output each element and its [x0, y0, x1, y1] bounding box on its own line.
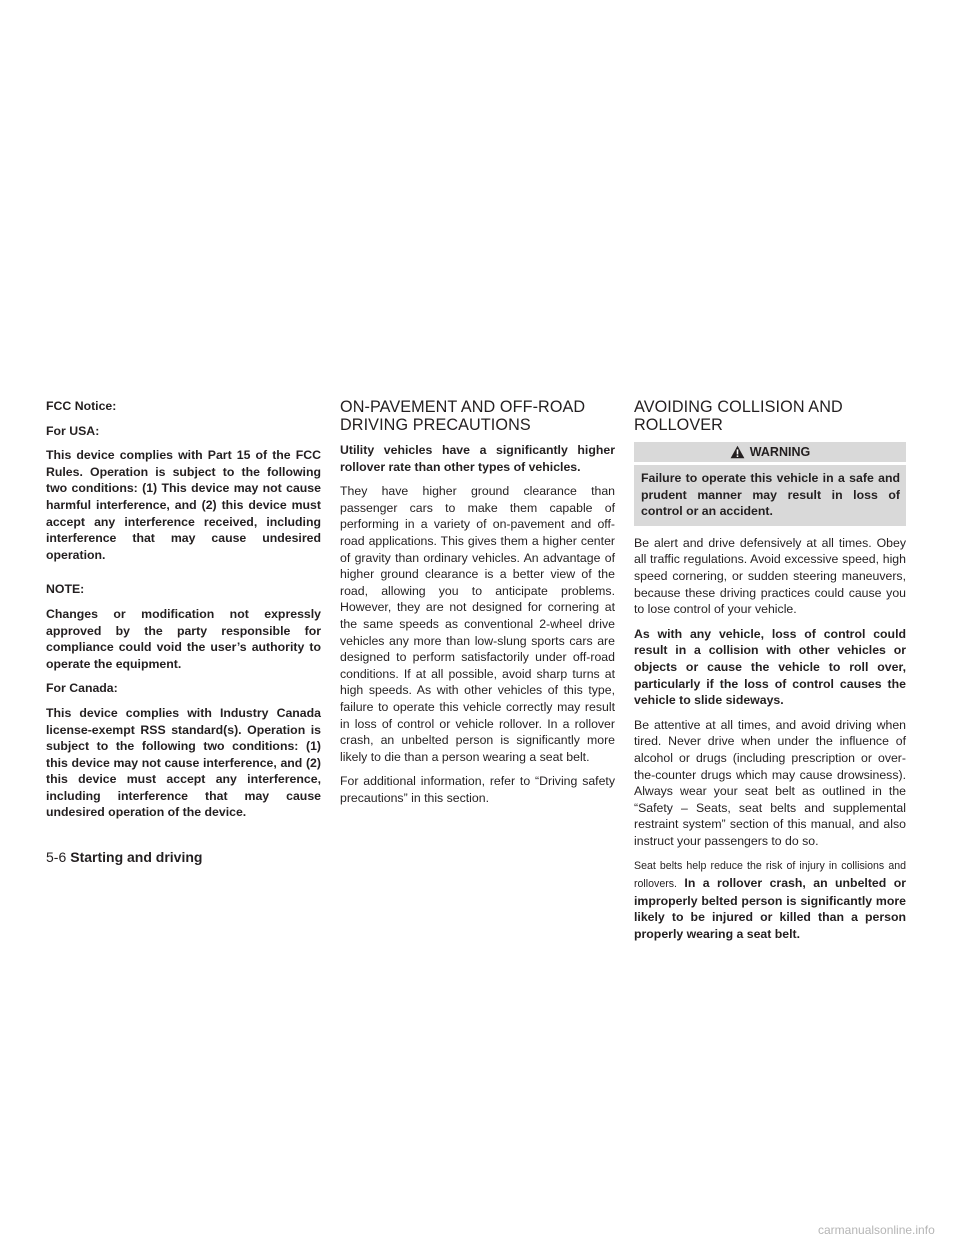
- column-3: [634, 398, 906, 950]
- defensive-driving-text: Be alert and drive defensively at all times. Obey all traffic regulations. Avoid excessive speed, high speed cornering, or sudden steering maneuvers, because these driving practices could cause you to lose control of your vehicle.: [634, 535, 906, 617]
- seat-belt-paragraph: [634, 857, 906, 942]
- section-title-avoiding-collision: [634, 398, 906, 434]
- section-title-driving-precautions: [340, 398, 615, 434]
- warning-body: [634, 465, 906, 526]
- usa-compliance-text: This device complies with Part 15 of the FCC Rules. Operation is subject to the following two conditions: (1) This device may not cause harmful interference, and (2) this device must accept any interference received, including interference that may cause undesired operation.: [46, 448, 321, 562]
- warning-triangle-icon: [730, 445, 745, 459]
- warning-box: [634, 442, 906, 526]
- column-2: [340, 398, 615, 814]
- rollover-seat-belt-warning: In a rollover crash, an unbelted or improperly belted person is significantly more likely to be injured or killed than a person properly wearing a seat belt.: [634, 876, 906, 941]
- loss-of-control-text: As with any vehicle, loss of control could result in a collision with other vehicles or objects or cause the vehicle to roll over, particularly if the loss of control causes the vehicle to slide sideways.: [634, 626, 906, 708]
- additional-info-text: For additional information, refer to “Driving safety precautions” in this section.: [340, 774, 615, 805]
- footer-section-title: Starting and driving: [70, 849, 203, 865]
- note-text: Changes or modification not expressly approved by the party responsible for compliance could void the user’s authority to operate the equipment.: [46, 606, 321, 671]
- page-footer: [46, 849, 202, 865]
- warning-header: [634, 442, 906, 465]
- column-1: [46, 398, 321, 829]
- seat-belt-note: Seat belts help reduce the risk of injury in collisions and rollovers.: [634, 860, 906, 891]
- title-line: ON-PAVEMENT AND OFF-ROAD: [340, 398, 586, 416]
- for-usa-heading: For USA:: [46, 423, 100, 438]
- title-line: ROLLOVER: [634, 416, 723, 434]
- driving-precautions-body: They have higher ground clearance than passenger cars to make them capable of performing in a variety of on-pavement and off-road applications. This gives them a higher center of gravity than ordinary vehicles. An advantage of higher ground clearance is a better view of the road, allowing you to anticipate problems. However, they are not designed for cornering at the same speeds as conventional 2-wheel drive vehicles any more than low-slung sports cars are designed to perform satisfactorily under off-road conditions. If at all possible, avoid sharp turns at high speeds. As with other vehicles of this type, failure to operate this vehicle correctly may result in loss of control or vehicle rollover. In a rollover crash, an unbelted person is significantly more likely to die than a person wearing a seat belt.: [340, 484, 615, 764]
- fcc-notice-heading: FCC Notice:: [46, 399, 117, 413]
- title-line: DRIVING PRECAUTIONS: [340, 416, 531, 434]
- rollover-rate-statement: Utility vehicles have a significantly higher rollover rate than other types of vehicles.: [340, 443, 615, 474]
- title-line: AVOIDING COLLISION AND: [634, 398, 843, 416]
- note-heading: NOTE:: [46, 582, 85, 597]
- attentive-driving-text: Be attentive at all times, and avoid driving when tired. Never drive when under the influence of alcohol or drugs (including prescription or over-the-counter drugs which may cause drowsiness). Always wear your seat belt as outlined in the “Safety – Seats, seat belts and supplemental restraint system” section of this manual, and also instruct your passengers to do so.: [634, 717, 906, 848]
- warning-label: WARNING: [749, 445, 811, 459]
- canada-compliance-text: This device complies with Industry Canada license-exempt RSS standard(s). Operation is subject to the following two conditions: (1) this device may not cause interference, and (2) this device must accept any interference, including interference that may cause undesired operation of the device.: [46, 705, 321, 820]
- warning-text: Failure to operate this vehicle in a safe and prudent manner may result in loss of control or an accident.: [641, 471, 900, 519]
- for-canada-heading: For Canada:: [46, 681, 118, 696]
- watermark: carmanualsonline.info: [818, 1223, 935, 1237]
- page-number: 5-6: [46, 849, 67, 865]
